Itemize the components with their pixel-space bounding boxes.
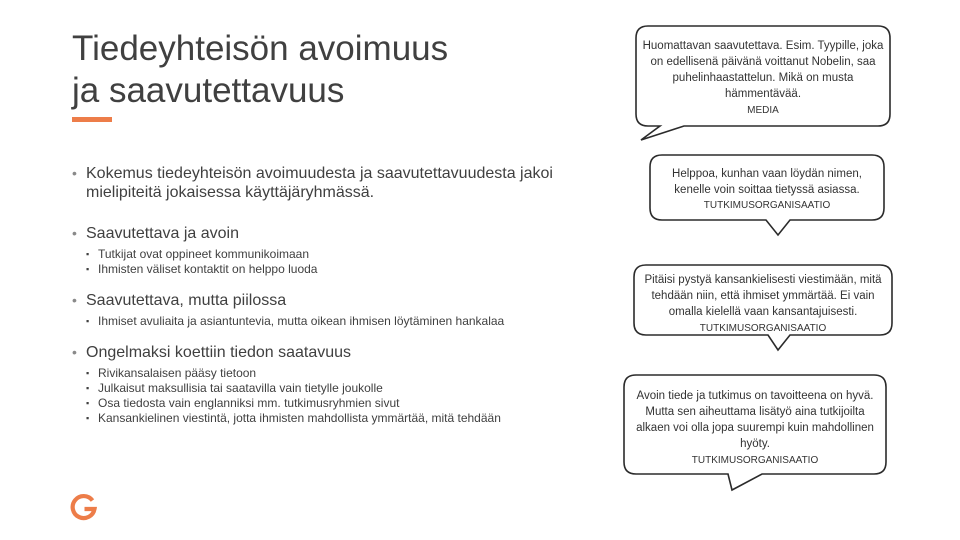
quote-text: Helppoa, kunhan vaan löydän nimen, kenelle voin soittaa tietyssä asiassa. — [672, 168, 862, 196]
slide-title-line-1: Tiedeyhteisön avoimuus — [72, 29, 449, 68]
slide-title-line-2: ja saavutettavuus — [72, 71, 345, 110]
sub-bullet-item: ▪ Ihmisten väliset kontaktit on helppo luoda — [86, 262, 612, 277]
bullet-text: Ongelmaksi koettiin tiedon saatavuus — [86, 344, 352, 361]
sub-bullet-item: ▪ Kansankielinen viestintä, jotta ihmisten mahdollista ymmärtää, mitä tehdään — [86, 411, 612, 426]
quote-source: TUTKIMUSORGANISAATIO — [691, 455, 819, 466]
quote-source: MEDIA — [747, 105, 779, 116]
quote-text: Pitäisi pystyä kansankielisesti viestimään, mitä tehdään niin, että ihmiset ymmärtää. Ei vain omalla kielellä vaan kansantajuisesti. — [644, 274, 882, 318]
quote-card — [628, 388, 882, 468]
quote-source: TUTKIMUSORGANISAATIO — [703, 200, 831, 211]
bullet-text: Kokemus tiedeyhteisön avoimuudesta ja saavutettavuudesta jakoi mielipiteitä jokaisessa käyttäjäryhmässä. — [86, 165, 553, 201]
sub-bullet-item: ▪ Rivikansalaisen pääsy tietoon — [86, 366, 612, 381]
bullet-text: Saavutettava ja avoin — [86, 225, 239, 242]
bullet-text: Saavutettava, mutta piilossa — [86, 292, 287, 309]
quote-card — [640, 38, 886, 118]
quote-card — [656, 166, 878, 213]
g-logo-icon — [70, 493, 98, 521]
quote-card — [638, 272, 888, 336]
sub-bullet-item: ▪ Tutkijat ovat oppineet kommunikoimaan — [86, 247, 612, 262]
sub-bullet-item: ▪ Osa tiedosta vain englanniksi mm. tutkimusryhmien sivut — [86, 396, 612, 411]
quote-text: Huomattavan saavutettava. Esim. Tyypille, joka on edellisenä päivänä voittanut Nobelin, saa puhelinhaastattelun. Mikä on musta hämmentävää. — [642, 40, 884, 100]
quote-text: Avoin tiede ja tutkimus on tavoitteena on hyvä. Mutta sen aiheuttama lisätyö aina tutkijoilta alkaen voi olla jopa suurempi kuin mahdollinen hyöty. — [636, 390, 874, 450]
quote-source: TUTKIMUSORGANISAATIO — [699, 323, 827, 334]
sub-bullet-item: ▪ Ihmiset avuliaita ja asiantuntevia, mutta oikean ihmisen löytäminen hankalaa — [86, 314, 612, 329]
sub-bullet-item: ▪ Julkaisut maksullisia tai saatavilla vain tietylle joukolle — [86, 381, 612, 396]
